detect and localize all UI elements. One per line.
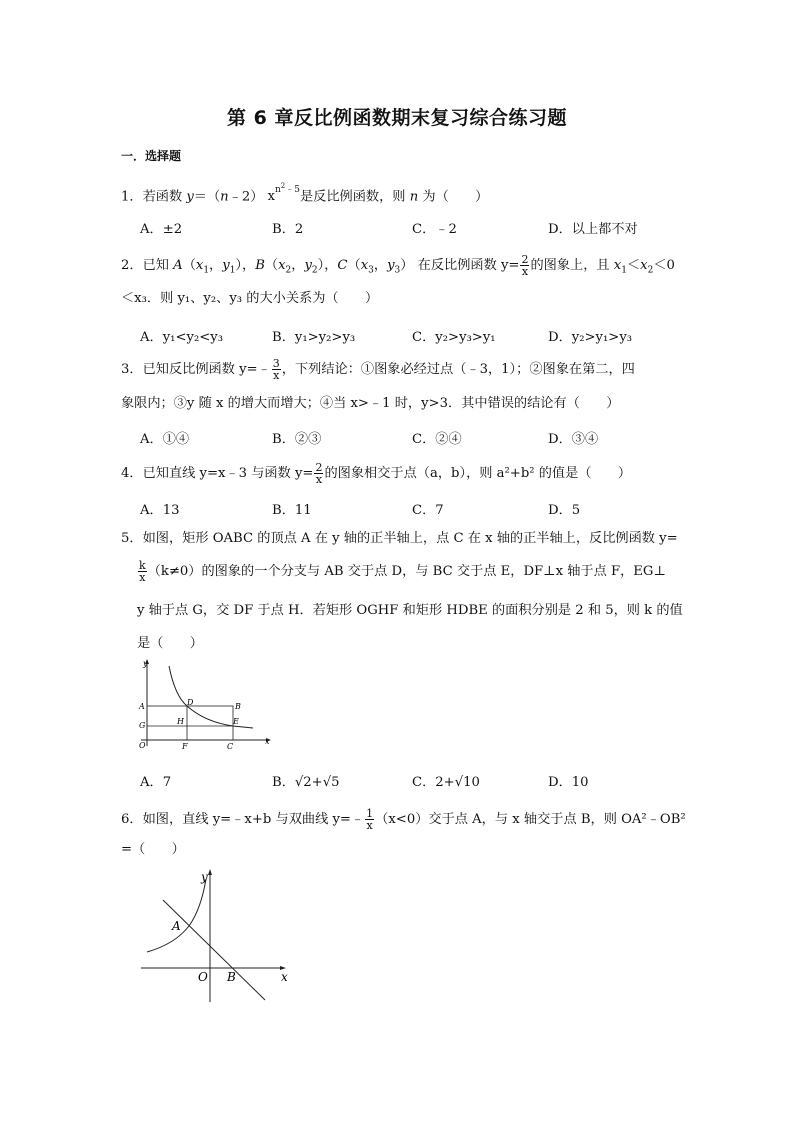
fig6-label-o: O — [198, 970, 208, 984]
q6-stem-start: 6．如图，直线 y=﹣x+b 与双曲线 y=﹣ — [121, 812, 365, 827]
q4-option-b[interactable]: B．11 — [272, 503, 312, 518]
fig5-label-c: C — [227, 742, 234, 751]
question-6-line2: =（ ） — [121, 842, 185, 857]
q1-stem-start: 1．若函数 — [121, 189, 187, 205]
fraction-2-over-x: $\frac{2}{x}$ — [521, 253, 529, 278]
question-5-line2 — [137, 560, 666, 583]
q2-stem-mid: 在反比例函数 y= — [413, 258, 520, 273]
fig6-label-x: x — [281, 970, 288, 984]
fig5-label-b: B — [235, 702, 241, 711]
q3-option-b[interactable]: B．②③ — [272, 432, 322, 447]
q4-option-d[interactable]: D．5 — [548, 503, 581, 518]
fig5-label-h: H — [177, 717, 184, 726]
q3-stem-start: 3．已知反比例函数 y=﹣ — [121, 362, 271, 377]
q5-figure — [135, 656, 275, 754]
q5-stem-line2: （k≠0）的图象的一个分支与 AB 交于点 D，与 BC 交于点 E，DF⊥x 轴于点 F，EG⊥ — [147, 564, 666, 579]
q1-stem-end: 为（ ） — [418, 189, 489, 205]
q2-option-b[interactable]: B．y₁>y₂>y₃ — [272, 330, 356, 345]
question-3-line1 — [121, 358, 635, 381]
q5-option-c[interactable]: C．2+√10 — [412, 775, 480, 790]
q6-stem-end: （x<0）交于点 A，与 x 轴交于点 B，则 OA²﹣OB² — [375, 812, 686, 827]
q5-option-b[interactable]: B．√2+√5 — [272, 775, 340, 790]
q3-option-c[interactable]: C．②④ — [412, 432, 462, 447]
fraction-1-over-x: $\frac{1}{x}$ — [366, 807, 374, 832]
q4-option-c[interactable]: C．7 — [412, 503, 444, 518]
question-5-line3: y 轴于点 G，交 DF 于点 H．若矩形 OGHF 和矩形 HDBE 的面积分别是 2 和 5，则 k 的值 — [137, 603, 683, 618]
question-3-line2: 象限内；③y 随 x 的增大而增大；④当 x>﹣1 时，y>3．其中错误的结论有（ ） — [121, 396, 620, 411]
q2-option-c[interactable]: C．y₂>y₃>y₁ — [412, 330, 496, 345]
q1-option-a[interactable]: A．±2 — [140, 222, 183, 237]
page-title: 第 6 章反比例函数期末复习综合练习题 — [227, 107, 567, 129]
question-5-line1: 5．如图，矩形 OABC 的顶点 A 在 y 轴的正半轴上，点 C 在 x 轴的正半轴上，反比例函数 y= — [121, 531, 678, 546]
fraction-k-over-x: $\frac{k}{x}$ — [139, 559, 146, 584]
question-6-line1 — [121, 808, 686, 831]
fig5-label-e: E — [233, 717, 239, 726]
q4-option-a[interactable]: A．13 — [140, 503, 180, 518]
fig5-label-f: F — [182, 742, 188, 751]
q4-stem-start: 4．已知直线 y=x﹣3 与函数 y= — [121, 466, 314, 481]
q1-option-b[interactable]: B．2 — [272, 222, 304, 237]
q3-stem-end: ，下列结论：①图象必经过点（﹣3，1）；②图象在第二，四 — [281, 362, 635, 377]
q2-stem-start: 2．已知 — [121, 258, 174, 273]
q3-option-a[interactable]: A．①④ — [140, 432, 190, 447]
q6-figure — [135, 864, 295, 1008]
fraction-3-over-x: $\frac{3}{x}$ — [272, 357, 280, 382]
question-2-line1: 2．已知 $A(x_1$，$y_1$），$B(x_2$，$y_2$），$C(x_3$，$y_3$） 在反比例函数 y= $\frac{2}{x}$ 的图象上，且 $x_1<x_2<0$ — [121, 253, 675, 278]
fig5-label-g: G — [139, 721, 146, 730]
fraction-2-over-x: $\frac{2}{x}$ — [315, 461, 323, 486]
q3-option-d[interactable]: D．③④ — [548, 432, 599, 447]
question-1: 1．若函数 y＝（n﹣2） $x^{n^2﹣5}$是反比例函数，则 n 为（ ） — [121, 182, 489, 205]
fig5-label-o: O — [139, 741, 146, 750]
fig6-label-y: y — [201, 870, 208, 884]
q5-option-a[interactable]: A．7 — [140, 775, 172, 790]
q2-option-a[interactable]: A．y₁<y₂<y₃ — [140, 330, 224, 345]
fig5-label-a: A — [139, 702, 145, 711]
fig6-label-b: B — [227, 970, 236, 984]
question-4 — [121, 462, 631, 485]
fig5-label-d: D — [187, 698, 194, 707]
section-heading: 一．选择题 — [121, 149, 182, 163]
q1-option-d[interactable]: D．以上都不对 — [548, 222, 638, 237]
question-2-line2: ＜x₃．则 y₁、y₂、y₃ 的大小关系为（ ） — [121, 291, 379, 306]
q2-stem-end: 的图象上，且 — [530, 258, 614, 273]
q1-option-c[interactable]: C．﹣2 — [412, 222, 457, 237]
fig5-label-y: y — [143, 659, 148, 668]
fig6-label-a: A — [172, 919, 181, 933]
q4-stem-end: 的图象相交于点（a，b），则 a²+b² 的值是（ ） — [324, 466, 632, 481]
q1-stem-mid: 是反比例函数，则 — [299, 189, 410, 205]
q5-option-d[interactable]: D．10 — [548, 775, 589, 790]
q2-option-d[interactable]: D．y₂>y₁>y₃ — [548, 330, 633, 345]
question-5-line4: 是（ ） — [137, 636, 203, 651]
fig5-label-x: x — [265, 737, 270, 746]
